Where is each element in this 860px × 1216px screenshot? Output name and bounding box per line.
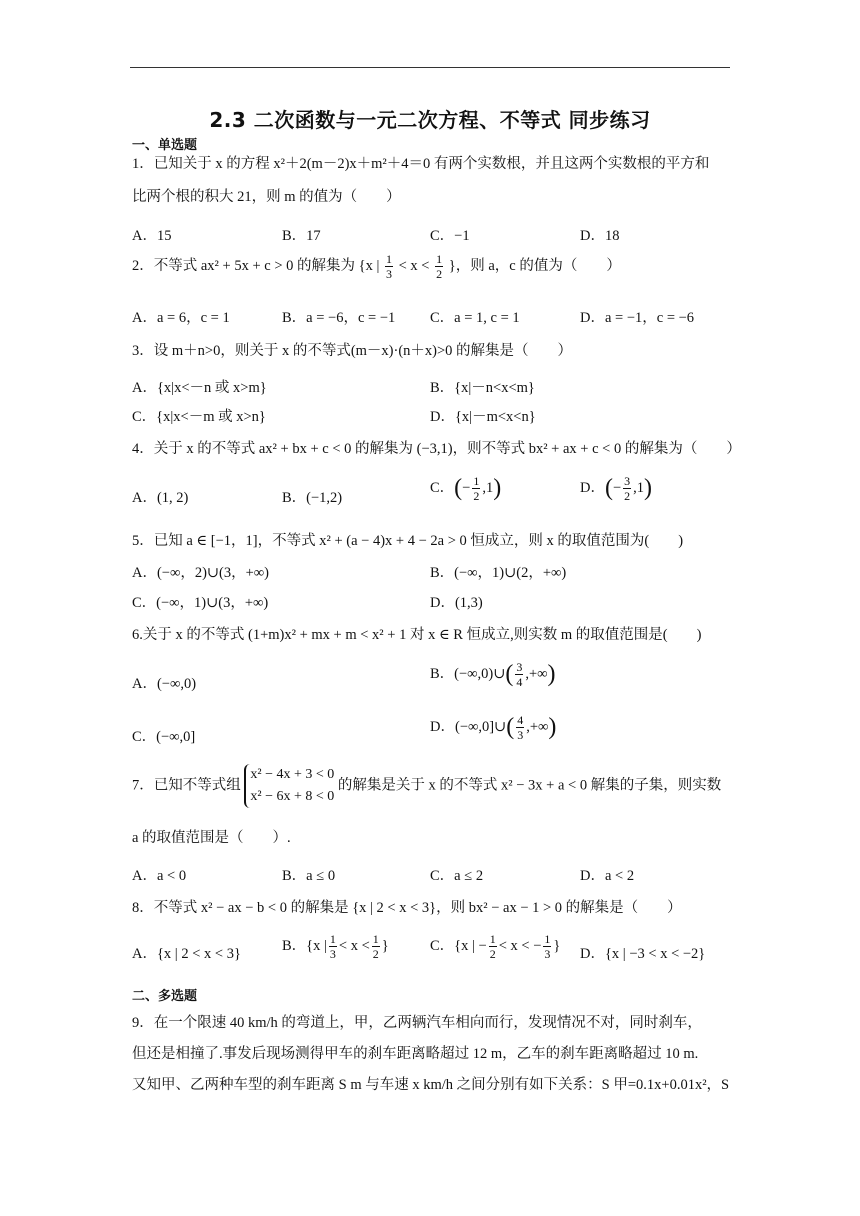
- q2-option-a: A．a = 6，c = 1: [132, 310, 230, 326]
- q6-option-c: C．(−∞,0]: [132, 729, 196, 745]
- q8c-d1: 2: [489, 947, 496, 961]
- q8-option-b: [282, 932, 389, 961]
- q6d-num: 4: [517, 713, 524, 727]
- q2-fraction-2: [435, 252, 443, 281]
- q4d-fraction: [623, 474, 631, 503]
- q7-sys-line-2: x² − 6x + 8 < 0: [250, 789, 335, 804]
- q4d-num: 3: [624, 474, 631, 488]
- q2-option-b: B．a = −6，c = −1: [282, 310, 396, 326]
- q6-option-d: D．(−∞,0]∪( $\frac{4}{3}$ ,+∞): [430, 713, 557, 742]
- q4d-tail: ,1: [633, 479, 645, 496]
- question-9-line-3: 又知甲、乙两种车型的刹车距离 S m 与车速 x km/h 之间分别有如下关系：S 甲=0.1x+0.01x²，S: [132, 1077, 730, 1093]
- q7-option-c: C．a ≤ 2: [430, 868, 484, 884]
- q3-option-d: D．{x|－m<x<n}: [430, 409, 536, 425]
- q3-option-a: A．{x|x<－n 或 x>m}: [132, 380, 267, 396]
- q3-option-b: B．{x|－n<x<m}: [430, 380, 535, 396]
- q2-suffix: }，则 a，c 的值为（ ）: [448, 257, 621, 274]
- q5-option-a: A．(−∞，2)∪(3，+∞): [132, 565, 269, 581]
- q2-f1-num: 1: [386, 252, 392, 266]
- q7-option-d: D．a < 2: [580, 868, 635, 884]
- question-9-line-2: 但还是相撞了.事发后现场测得甲车的刹车距离略超过 12 m，乙车的刹车距离略超过 10 m.: [132, 1046, 699, 1062]
- q7-option-a: A．a < 0: [132, 868, 187, 884]
- q8-option-c: [430, 932, 560, 961]
- q8-option-d: D．{x | −3 < x < −2}: [580, 946, 706, 962]
- question-7-line-2: a 的取值范围是（ ）.: [132, 830, 291, 846]
- q6d-tail: ,+∞: [526, 718, 549, 735]
- q2-fraction-1: [385, 252, 393, 281]
- q8-option-a: A．{x | 2 < x < 3}: [132, 946, 241, 962]
- q5-option-c: C．(−∞，1)∪(3，+∞): [132, 595, 269, 611]
- question-1-line-2: 比两个根的积大 21，则 m 的值为（ ）: [132, 189, 401, 205]
- q7-sys-line-1: x² − 4x + 3 < 0: [250, 767, 335, 782]
- q4d-den: 2: [624, 489, 631, 503]
- q8b-fraction-2: [372, 932, 380, 961]
- q8c-fraction-2: [543, 932, 551, 961]
- q8b-tail: }: [381, 937, 389, 954]
- q4-option-a: A．(1, 2): [132, 490, 189, 506]
- q7-option-b: B．a ≤ 0: [282, 868, 336, 884]
- question-9-line-1: 9．在一个限速 40 km/h 的弯道上，甲，乙两辆汽车相向而行，发现情况不对，同时刹车，: [132, 1015, 702, 1031]
- q7-prefix: 7．已知不等式组: [132, 777, 241, 794]
- q8b-n1: 1: [329, 932, 336, 946]
- question-5: 5．已知 a ∈ [−1，1]，不等式 x² + (a − 4)x + 4 − 2a > 0 恒成立，则 x 的取值范围为( ): [132, 533, 684, 549]
- q6d-pre: (−∞,0]∪: [454, 718, 507, 735]
- q8c-d2: 3: [544, 947, 551, 961]
- q6b-tail: ,+∞: [525, 665, 548, 682]
- q8c-n2: 1: [544, 932, 551, 946]
- q1-option-d: D．18: [580, 228, 620, 244]
- q1-option-a: A．15: [132, 228, 172, 244]
- q4c-den: 2: [473, 489, 480, 503]
- q8c-fraction-1: [489, 932, 497, 961]
- q2-f2-num: 1: [436, 252, 443, 266]
- q4c-fraction: [472, 474, 480, 503]
- q6d-den: 3: [517, 728, 524, 742]
- question-7: [132, 764, 721, 808]
- q4c-num: 1: [473, 474, 480, 488]
- q6-option-a: A．(−∞,0): [132, 676, 197, 692]
- question-6: 6.关于 x 的不等式 (1+m)x² + mx + m < x² + 1 对 x ∈ R 恒成立,则实数 m 的取值范围是( ): [132, 627, 702, 643]
- q8b-mid: < x <: [338, 937, 370, 954]
- question-3: 3．设 m＋n>0，则关于 x 的不等式(m－x)·(n＋x)>0 的解集是（ ）: [132, 343, 573, 359]
- q8c-n1: 1: [489, 932, 496, 946]
- q2-f2-den: 2: [436, 267, 443, 281]
- q1-option-b: B．17: [282, 228, 321, 244]
- q3-option-c: C．{x|x<－m 或 x>n}: [132, 409, 266, 425]
- question-2: [132, 252, 621, 281]
- q5-option-d: D．(1,3): [430, 595, 483, 611]
- q4c-sign: −: [462, 479, 471, 496]
- q4d-label: D．: [580, 479, 605, 496]
- question-8: 8．不等式 x² − ax − b < 0 的解集是 {x | 2 < x < 3}，则 bx² − ax − 1 > 0 的解集是（ ）: [132, 900, 682, 916]
- q8b-d1: 3: [329, 947, 336, 961]
- q6b-label: B．: [430, 665, 455, 682]
- q8b-n2: 1: [372, 932, 379, 946]
- q2-f1-den: 3: [386, 267, 392, 281]
- q7-suffix: 的解集是关于 x 的不等式 x² − 3x + a < 0 解集的子集，则实数: [337, 777, 722, 794]
- page-title: 2.3 二次函数与一元二次方程、不等式 同步练习: [209, 108, 651, 132]
- section-single-choice: 一、单选题: [132, 138, 198, 153]
- q8c-mid: < x < −: [498, 937, 542, 954]
- q2-option-d: D．a = −1，c = −6: [580, 310, 695, 326]
- header-rule: [130, 67, 730, 68]
- q6d-fraction: [516, 713, 524, 742]
- q8c-tail: }: [553, 937, 561, 954]
- section-multiple-choice: 二、多选题: [132, 989, 198, 1004]
- question-1-line-1: 1．已知关于 x 的方程 x²＋2(m－2)x＋m²＋4＝0 有两个实数根，并且这两个实数根的平方和: [132, 156, 710, 172]
- q2-prefix: 2．不等式 ax² + 5x + c > 0 的解集为 {x |: [132, 257, 380, 274]
- q7-system: [244, 764, 334, 808]
- q2-option-c: C．a = 1, c = 1: [430, 310, 520, 326]
- q4-option-b: B．(−1,2): [282, 490, 343, 506]
- q6b-num: 3: [516, 660, 523, 674]
- q4-option-c: C．(− $\frac{1}{2}$ ,1): [430, 474, 502, 503]
- q4d-sign: −: [612, 479, 622, 496]
- q1-option-c: C．−1: [430, 228, 470, 244]
- q6b-den: 4: [516, 675, 523, 689]
- q4-option-d: D．(− $\frac{3}{2}$ ,1): [580, 474, 653, 503]
- q8c-label: C．{x | −: [430, 937, 487, 954]
- q6b-pre: (−∞,0)∪: [454, 665, 506, 682]
- q6d-label: D．: [430, 718, 455, 735]
- q6-option-b: B．(−∞,0)∪( $\frac{3}{4}$ ,+∞): [430, 660, 556, 689]
- q5-option-b: B．(−∞，1)∪(2，+∞): [430, 565, 567, 581]
- q6b-fraction: [515, 660, 523, 689]
- q4c-label: C．: [430, 479, 455, 496]
- q8b-d2: 2: [372, 947, 379, 961]
- q8b-fraction-1: [329, 932, 337, 961]
- q4c-tail: ,1: [482, 479, 494, 496]
- q2-mid: < x <: [398, 257, 430, 274]
- question-4: 4．关于 x 的不等式 ax² + bx + c < 0 的解集为 (−3,1)，则不等式 bx² + ax + c < 0 的解集为（ ）: [132, 441, 741, 457]
- q8b-label: B．{x |: [282, 937, 327, 954]
